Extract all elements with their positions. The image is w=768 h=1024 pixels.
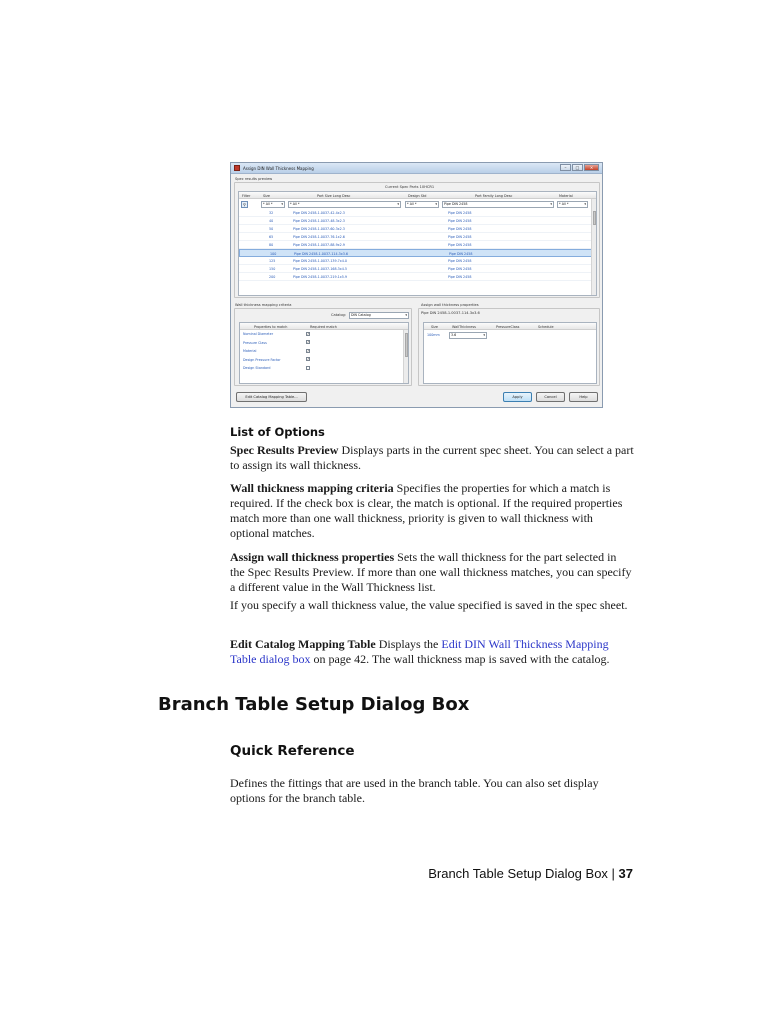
- col-pressure-class[interactable]: PressureClass: [496, 324, 520, 329]
- row-desc: Pipe DIN 2458-1.0037-60.3x2.3: [293, 227, 345, 231]
- criteria-property: Material: [243, 349, 257, 353]
- assign-table[interactable]: [423, 322, 597, 384]
- row-desc: Pipe DIN 2458-1.0037-48.3x2.3: [293, 219, 345, 223]
- required-match-checkbox[interactable]: ✓: [307, 357, 310, 361]
- row-family: Pipe DIN 2458: [448, 243, 472, 247]
- para-assign: [230, 550, 634, 595]
- criteria-scrollbar[interactable]: [403, 330, 408, 383]
- col-part-family-desc[interactable]: Part Family Long Desc: [475, 193, 513, 198]
- row-size: 32: [269, 211, 274, 215]
- para-edit-catalog: [230, 637, 634, 667]
- catalog-label: Catalog:: [331, 313, 347, 317]
- col-assign-size[interactable]: Size: [431, 324, 438, 329]
- spec-preview-group: [234, 182, 600, 298]
- family-filter[interactable]: Pipe DIN 2458 ▾: [442, 201, 554, 208]
- criteria-scroll-thumb[interactable]: [405, 333, 409, 357]
- criteria-property: Design Standard: [243, 366, 271, 370]
- row-family: Pipe DIN 2458: [448, 259, 472, 263]
- row-size: 40: [269, 219, 274, 223]
- dialog-titlebar: [231, 163, 602, 174]
- table-row[interactable]: [239, 273, 596, 281]
- criteria-group-label: Wall thickness mapping criteria: [235, 303, 292, 307]
- text-assign: Sets the wall thickness for the part selected in the Spec Results Preview. If more than one wall thickness matches, you can specify a different value in the Wall Thickness list.: [230, 550, 632, 594]
- table-row[interactable]: [239, 233, 596, 241]
- close-icon[interactable]: ×: [584, 164, 599, 171]
- help-button[interactable]: Help: [569, 392, 598, 402]
- term-edit-catalog: Edit Catalog Mapping Table: [230, 637, 376, 651]
- desc-filter[interactable]: * All * ▾: [288, 201, 401, 208]
- row-family: Pipe DIN 2458: [448, 267, 472, 271]
- row-family: Pipe DIN 2458: [448, 235, 472, 239]
- para-spec-results: [230, 443, 634, 473]
- text-edit-catalog-post: on page 42. The wall thickness map is saved with the catalog.: [310, 652, 610, 666]
- required-match-checkbox[interactable]: ✓: [307, 348, 310, 353]
- para-criteria: [230, 481, 634, 541]
- col-properties[interactable]: Properties to match: [254, 324, 288, 329]
- table-row[interactable]: [239, 217, 596, 225]
- page-number: 37: [618, 866, 633, 881]
- table-row[interactable]: [239, 241, 596, 249]
- col-required[interactable]: Required match: [310, 324, 337, 329]
- row-desc: Pipe DIN 2458-1.0037-139.7x4.0: [293, 259, 347, 263]
- maximize-icon[interactable]: □: [572, 164, 583, 171]
- required-match-checkbox[interactable]: ✓: [307, 331, 310, 336]
- text-specify: If you specify a wall thickness value, the value specified is saved in the spec sheet.: [230, 598, 628, 612]
- row-size: 150: [269, 267, 276, 271]
- required-match-checkbox[interactable]: [306, 366, 310, 370]
- row-family: Pipe DIN 2458: [448, 227, 472, 231]
- assign-header: [424, 323, 596, 330]
- assign-part-label: Pipe DIN 2458-1.0037-114.3x3.6: [421, 311, 480, 315]
- spec-preview-table[interactable]: [238, 191, 597, 296]
- text-quick-reference: Defines the fittings that are used in the branch table. You can also set display options for the branch table.: [230, 776, 599, 805]
- preview-scrollbar[interactable]: [591, 199, 596, 295]
- row-family: Pipe DIN 2458: [448, 211, 472, 215]
- text-spec-results: Displays parts in the current spec sheet. You can select a part to assign its wall thickness.: [230, 443, 634, 472]
- criteria-property: Nominal Diameter: [243, 332, 274, 336]
- row-size: 100: [270, 252, 277, 256]
- row-family: Pipe DIN 2458: [448, 219, 472, 223]
- row-desc: Pipe DIN 2458-1.0037-219.1x5.9: [293, 275, 347, 279]
- table-row[interactable]: [239, 265, 596, 273]
- term-assign: Assign wall thickness properties: [230, 550, 395, 564]
- design-std-filter[interactable]: * All * ▾: [405, 201, 439, 208]
- table-header: [239, 192, 596, 199]
- row-desc: Pipe DIN 2458-1.0037-76.1x2.6: [293, 235, 345, 239]
- criteria-property: Pressure Class: [243, 340, 267, 345]
- para-specify: [230, 598, 634, 613]
- col-part-size-desc[interactable]: Part Size Long Desc: [317, 193, 351, 198]
- assign-group: [418, 308, 600, 386]
- wall-thickness-select[interactable]: 3.6 ▾: [449, 332, 487, 339]
- criteria-group: [234, 308, 412, 386]
- col-filter[interactable]: Filter: [242, 193, 251, 198]
- assign-wall-thickness-dialog: [230, 162, 603, 408]
- criteria-header: [240, 323, 408, 330]
- col-size[interactable]: Size: [263, 193, 270, 198]
- table-row[interactable]: [239, 257, 596, 265]
- filter-icon[interactable]: ⚲: [241, 201, 248, 208]
- criteria-property: Design Pressure Factor: [243, 357, 281, 362]
- term-spec-results: Spec Results Preview: [230, 443, 339, 457]
- cancel-button[interactable]: Cancel: [536, 392, 565, 402]
- col-wall-thickness[interactable]: WallThickness: [452, 324, 476, 329]
- row-size: 50: [269, 227, 274, 231]
- preview-group-label: Spec results preview: [235, 177, 273, 181]
- required-match-checkbox[interactable]: ✓: [307, 340, 310, 344]
- material-filter[interactable]: * All * ▾: [557, 201, 588, 208]
- section-title: Branch Table Setup Dialog Box: [158, 694, 470, 715]
- assign-group-label: Assign wall thickness properties: [421, 303, 479, 307]
- row-family: Pipe DIN 2458: [448, 275, 472, 279]
- row-size: 200: [269, 275, 276, 279]
- scroll-thumb[interactable]: [593, 211, 597, 225]
- edit-catalog-mapping-button[interactable]: Edit Catalog Mapping Table...: [236, 392, 307, 402]
- quick-reference-heading: Quick Reference: [230, 743, 355, 759]
- apply-button[interactable]: Apply: [503, 392, 532, 402]
- dialog-title: Assign DIN Wall Thickness Mapping: [243, 166, 314, 171]
- minimize-icon[interactable]: –: [560, 164, 571, 171]
- para-quick-reference: [230, 776, 634, 806]
- row-size: 80: [269, 243, 274, 247]
- row-size: 125: [269, 259, 276, 263]
- table-row[interactable]: [239, 209, 596, 217]
- row-desc: Pipe DIN 2458-1.0037-88.9x2.9: [293, 243, 345, 247]
- table-row[interactable]: [239, 225, 596, 233]
- table-row[interactable]: [239, 249, 596, 257]
- page-footer: [428, 866, 633, 881]
- row-size: 65: [269, 235, 274, 239]
- text-edit-catalog-pre: Displays the: [375, 637, 442, 651]
- row-desc: Pipe DIN 2458-1.0037-42.4x2.3: [293, 211, 345, 215]
- col-material[interactable]: Material: [559, 193, 573, 198]
- term-criteria: Wall thickness mapping criteria: [230, 481, 394, 495]
- row-desc: Pipe DIN 2458-1.0037-168.3x4.5: [293, 267, 347, 271]
- criteria-table[interactable]: [239, 322, 409, 384]
- edit-mapping-table-link[interactable]: Edit DIN Wall Thickness Mapping Table dialog box: [230, 637, 609, 666]
- text-criteria: Specifies the properties for which a match is required. If the check box is clear, the match is optional. If the required properties match more than one wall thickness, priority is given to wall thickness with optional matches.: [230, 481, 623, 540]
- current-spec-label: Current Spec Parts 10HCR1: [385, 185, 435, 189]
- size-filter[interactable]: * All * ▾: [261, 201, 285, 208]
- col-schedule[interactable]: Schedule: [538, 324, 554, 329]
- row-desc: Pipe DIN 2458-1.0037-114.3x3.6: [294, 252, 348, 256]
- col-design-std[interactable]: Design Std: [408, 193, 427, 198]
- list-of-options-heading: List of Options: [230, 425, 325, 439]
- app-icon: [234, 165, 240, 171]
- assign-size-value: 100mm: [427, 333, 440, 337]
- row-family: Pipe DIN 2458: [449, 252, 473, 256]
- catalog-select[interactable]: DIN Catalog ▾: [349, 312, 409, 319]
- footer-title: Branch Table Setup Dialog Box |: [428, 866, 619, 881]
